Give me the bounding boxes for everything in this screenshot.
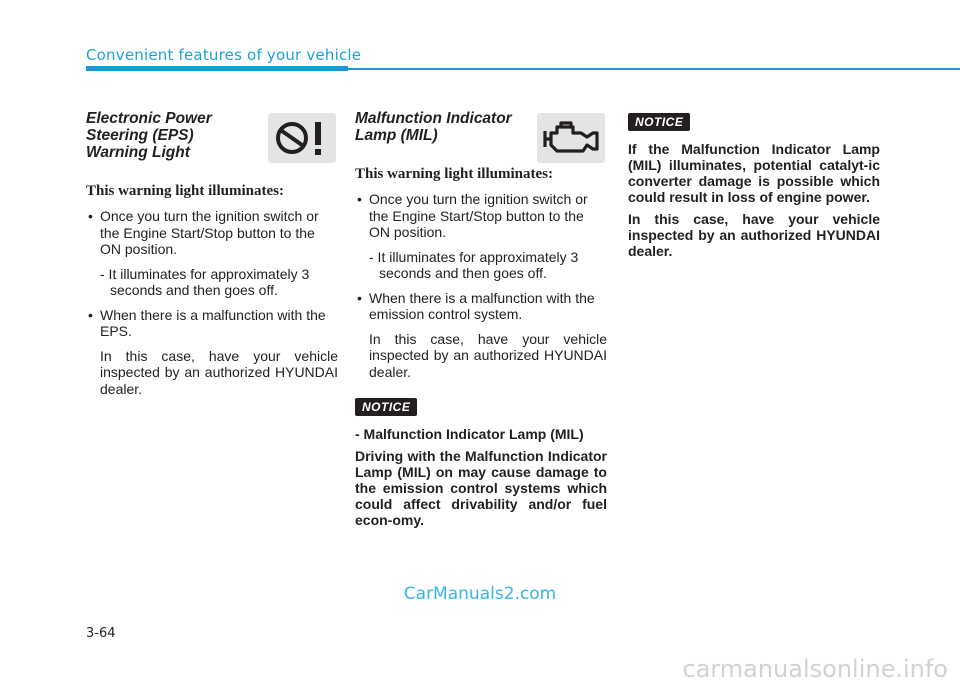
watermark-footer: carmanualsonline.info xyxy=(682,655,948,683)
catalytic-notice-paragraph: If the Malfunction Indicator Lamp (MIL) illuminates, potential catalyt-ic converter damage is possible which could result in loss of engine power. xyxy=(628,141,880,205)
page-number: 3-64 xyxy=(86,626,116,641)
eps-subheading: This warning light illuminates: xyxy=(86,183,284,199)
eps-warning-icon xyxy=(268,113,336,163)
eps-bullet-malfunction: • When there is a malfunction with the EPS. xyxy=(86,307,338,340)
watermark-link[interactable]: CarManuals2.com xyxy=(403,584,557,604)
catalytic-dealer-paragraph: In this case, have your vehicle inspected by an authorized HYUNDAI dealer. xyxy=(628,211,880,259)
mil-dealer-paragraph: In this case, have your vehicle inspected by an authorized HYUNDAI dealer. xyxy=(369,330,607,380)
mil-bullet-ignition: • Once you turn the ignition switch or the Engine Start/Stop button to the ON position. xyxy=(355,191,607,241)
mil-notice-heading: - Malfunction Indicator Lamp (MIL) xyxy=(355,426,584,442)
notice-badge: NOTICE xyxy=(355,398,417,416)
eps-dealer-paragraph: In this case, have your vehicle inspected by an authorized HYUNDAI dealer. xyxy=(100,347,338,397)
mil-section xyxy=(355,110,607,528)
notice-badge: NOTICE xyxy=(628,113,690,131)
catalytic-notice-section xyxy=(628,113,880,259)
mil-section-title: Malfunction Indicator Lamp (MIL) xyxy=(355,110,512,144)
mil-notice-body: Driving with the Malfunction Indicator Lamp (MIL) on may cause damage to the emission control systems which could affect drivability and/or fuel econ-omy. xyxy=(355,448,607,528)
mil-notice xyxy=(355,398,607,528)
engine-check-icon xyxy=(537,113,605,163)
eps-dash-duration: - It illuminates for approximately 3 seconds and then goes off. xyxy=(100,265,310,298)
mil-subheading: This warning light illuminates: xyxy=(355,166,553,182)
eps-section-title: Electronic Power Steering (EPS) Warning Light xyxy=(86,110,212,161)
header-accent-bar xyxy=(86,66,348,71)
header-rule xyxy=(348,68,960,70)
section-header-title: Convenient features of your vehicle xyxy=(86,46,362,64)
mil-dash-duration: - It illuminates for approximately 3 seconds and then goes off. xyxy=(369,248,579,281)
eps-section xyxy=(86,110,338,397)
eps-bullet-ignition: • Once you turn the ignition switch or the Engine Start/Stop button to the ON position. xyxy=(86,208,338,258)
mil-bullet-malfunction: • When there is a malfunction with the emission control system. xyxy=(355,290,607,323)
